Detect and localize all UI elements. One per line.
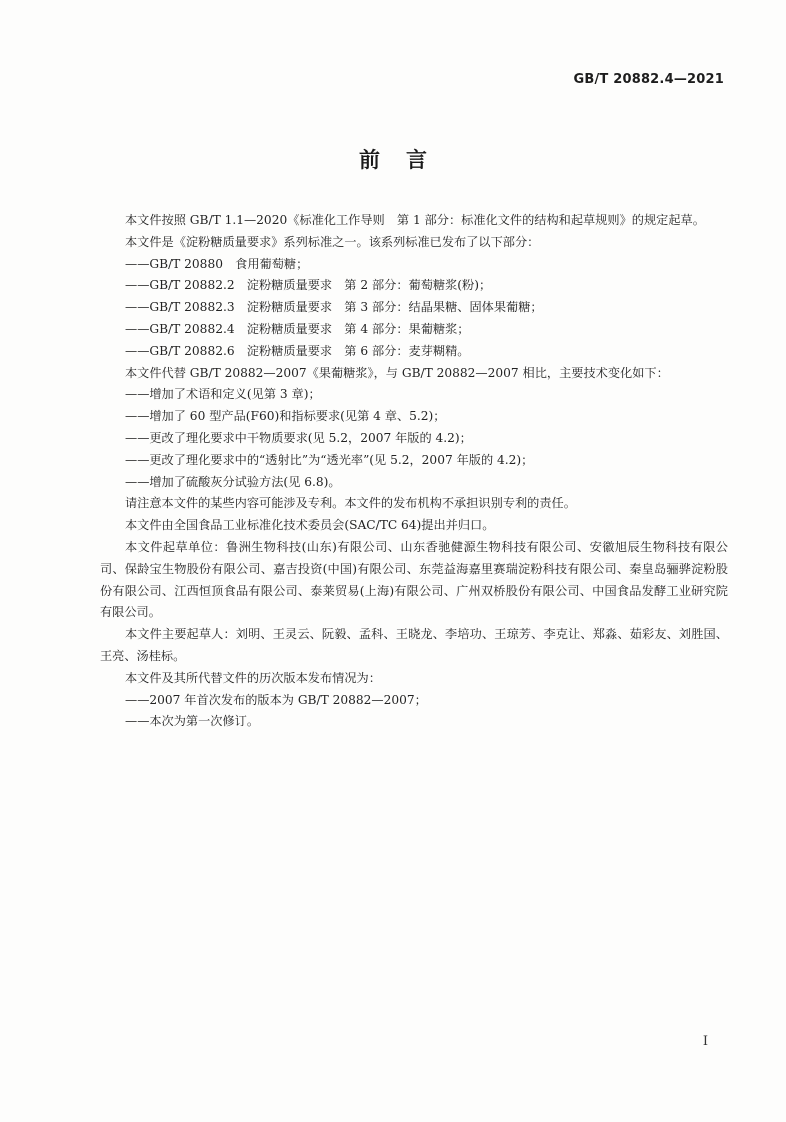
- paragraph-drafting-rules: 本文件按照 GB/T 1.1—2020《标准化工作导则 第 1 部分：标准化文件的结构和起草规则》的规定起草。: [125, 213, 705, 227]
- list-item-version: ——本次为第一次修订。: [125, 714, 260, 729]
- paragraph-patent-notice: 请注意本文件的某些内容可能涉及专利。本文件的发布机构不承担识别专利的责任。: [125, 496, 576, 511]
- paragraph-replacement: 本文件代替 GB/T 20882—2007《果葡糖浆》，与 GB/T 20882—2007 相比，主要技术变化如下：: [125, 365, 669, 380]
- list-item-technical-change: ——增加了硫酸灰分试验方法(见 6.8)。: [125, 474, 341, 489]
- paragraph-committee: 本文件由全国食品工业标准化技术委员会(SAC/TC 64)提出并归口。: [125, 518, 495, 533]
- list-item-version: ——2007 年首次发布的版本为 GB/T 20882—2007；: [125, 692, 427, 707]
- document-body: [100, 210, 728, 733]
- page-number: I: [702, 1034, 708, 1049]
- paragraph-version-history: 本文件及其所代替文件的历次版本发布情况为：: [125, 670, 381, 685]
- list-item-series-part: ——GB/T 20882.3 淀粉糖质量要求 第 3 部分：结晶果糖、固体果葡糖；: [125, 300, 543, 315]
- paragraph-series-intro: 本文件是《淀粉糖质量要求》系列标准之一。该系列标准已发布了以下部分：: [125, 234, 540, 249]
- list-item-series-part: ——GB/T 20882.6 淀粉糖质量要求 第 6 部分：麦芽糊精。: [125, 343, 470, 358]
- page-title: 前言: [359, 148, 453, 172]
- list-item-series-part: ——GB/T 20882.4 淀粉糖质量要求 第 4 部分：果葡糖浆；: [125, 321, 470, 336]
- list-item-technical-change: ——更改了理化要求中干物质要求(见 5.2，2007 年版的 4.2)；: [125, 430, 472, 445]
- paragraph-drafters: 本文件主要起草人：刘明、王灵云、阮毅、孟科、王晓龙、李培功、王琼芳、李克让、郑淼、茹彩友、刘胜国、王亮、汤桂标。: [100, 627, 728, 663]
- paragraph-drafting-units: 本文件起草单位：鲁洲生物科技(山东)有限公司、山东香驰健源生物科技有限公司、安徽旭辰生物科技有限公司、保龄宝生物股份有限公司、嘉吉投资(中国)有限公司、东莞益海嘉里赛瑞淀粉科技有限公司、秦皇岛骊骅淀粉股份有限公司、江西恒顶食品有限公司、泰莱贸易(上海)有限公司、广州双桥股份有限公司、中国食品发酵工业研究院有限公司。: [100, 539, 728, 620]
- list-item-technical-change: ——增加了 60 型产品(F60)和指标要求(见第 4 章、5.2)；: [125, 409, 446, 424]
- list-item-technical-change: ——更改了理化要求中的“透射比”为“透光率”(见 5.2，2007 年版的 4.2)；: [125, 452, 534, 467]
- list-item-series-part: ——GB/T 20880 食用葡萄糖；: [125, 256, 309, 271]
- list-item-technical-change: ——增加了术语和定义(见第 3 章)；: [125, 387, 321, 402]
- list-item-series-part: ——GB/T 20882.2 淀粉糖质量要求 第 2 部分：葡萄糖浆(粉)；: [125, 278, 492, 293]
- standard-number: GB/T 20882.4—2021: [573, 72, 724, 87]
